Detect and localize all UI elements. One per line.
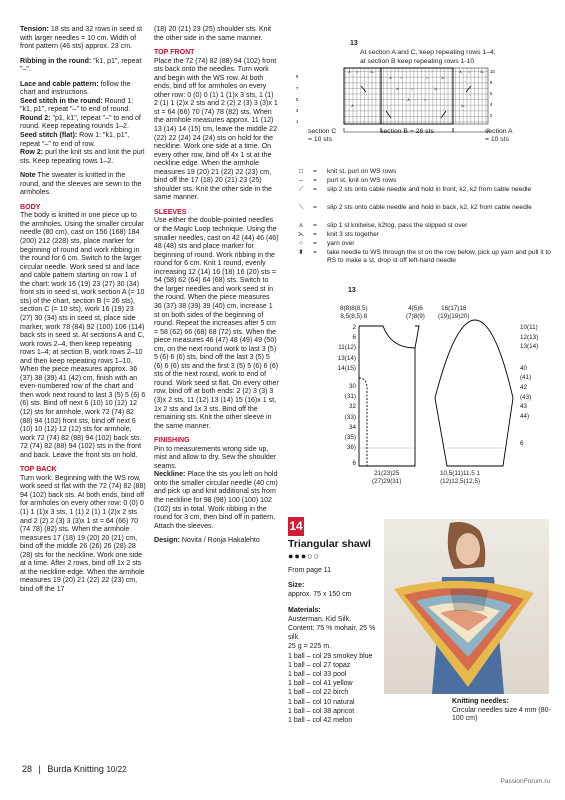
sleeves-heading: SLEEVES [154, 208, 187, 216]
note-paragraph: Note The sweater is knitted in the round, and the sleeves are sewn to the armholes. [20, 172, 142, 197]
svg-text:⋋: ⋋ [480, 69, 484, 74]
svg-text:5: 5 [296, 97, 299, 102]
finishing-section: FINISHING Pin to measurements wrong side up, mist and allow to dry. Sew the shoulder seams. Neckline: Place the sts you left on hold onto the smaller circular needle (40 cm) and pick up and knit additional sts from the neckline for 98 (98) 100 (100) 102 (102) sts in total. Work ribbing in the round for 3 cm, then bind off in pattern. Attach the sleeves. [154, 437, 278, 530]
svg-text:⋏: ⋏ [351, 103, 354, 108]
page-footer: 28 | Burda Knitting 10/22 [22, 764, 127, 774]
yarn-over-icon: ○ [299, 240, 303, 247]
magazine-name: Burda Knitting [47, 764, 104, 774]
shawl-photo [384, 519, 549, 694]
svg-text:⋏: ⋏ [389, 75, 392, 80]
svg-text:⋏: ⋏ [348, 69, 351, 74]
row-label: 2 [490, 113, 493, 118]
difficulty-rating: ●●●○○ [288, 551, 321, 561]
topback-section [20, 466, 146, 594]
svg-text:○: ○ [411, 86, 414, 91]
design-credit: Design: Novita / Ronja Hakalehto [154, 537, 260, 545]
schematic-left-labels: 2 6 11(12) 13(14) 14(15) 30 (31) 32 (33) 34 (35) 36) 6 [337, 324, 356, 468]
svg-text:⋋: ⋋ [441, 75, 445, 80]
round2-paragraph: Round 2: "p1, k1", repeat "–" to end of round. Keep repeating rounds 1–2. [20, 114, 141, 131]
left-hand-needle-icon: ⬍ [298, 249, 304, 256]
svg-text:○: ○ [468, 69, 471, 74]
dash-icon: – [299, 177, 303, 184]
chart-number: 13 [350, 40, 358, 47]
cable-back-icon: ⟍ [298, 204, 304, 211]
schematic-bottom-left: 21(23)25 (27)29(31) [372, 470, 402, 485]
topfront-section: TOP FRONT Place the 72 (74) 82 (88) 94 (102) front sts back onto the needles. Turn work and begin with the WS row. At both ends, bind off for armholes on every other row: 0 (0) 0 (1) 1 (1)x 3 sts, 1 (1) 2 (1) 1 (2)x 2 sts and 2 (2) 2 (3) 3 (3)x 1 st = 64 (66) 70 (74) 78 (82) sts. When the armhole measures approx. 11 (12) 13 (14) 14 (15) cm, leave the middle 22 (22) 22 (24) 24 (24) sts on hold for the neckline. Work one side at a time. On every other row, bind off 4x 1 st at the neckline edge. When the armhole measures 19 (20) 21 (22) 22 (23) cm, bind off the 17 (18) 20 (21) 23 (25) shoulder sts. Knit the other side in the same manner. [154, 49, 278, 202]
section-c-label: section C = 10 sts [308, 128, 337, 143]
sk2p-icon: ⋏ [298, 222, 304, 229]
ribbing-paragraph: Ribbing in the round: "k1, p1", repeat "–". [20, 57, 142, 74]
garment-schematic [355, 318, 515, 478]
seed-round-paragraph: Seed stitch in the round: Round 1: "k1, p1", repeat "–" to end of round. [20, 97, 134, 114]
shawl-info: From page 11 Size: approx. 75 x 150 cm Materials: Austerman, Kid Silk. Content: 75 % mohair, 25 % silk. 25 g = 225 m. 1 ball – col 29 smokey blue 1 ball – col 27 topaz 1 ball – col 33 pool 1 ball – col 41 yellow 1 ball – col 22 birch 1 ball – col 10 natural 1 ball – col 38 apricot 1 ball – col 42 melon [288, 567, 376, 725]
column-1 [20, 26, 146, 600]
section-a-label: section A = 10 sts [485, 128, 513, 143]
empty-square-icon: □ [299, 168, 303, 175]
schematic-number: 13 [348, 287, 356, 294]
watermark: PassionForum.ru [500, 778, 550, 785]
chart-instructions: At section A and C, keep repeating rows 1–4; at section B keep repeating rows 1-10 [360, 49, 496, 65]
shawl-title: Triangular shawl [288, 538, 371, 550]
svg-text:⋏: ⋏ [459, 69, 462, 74]
schematic-bottom-right: 10,5(11)11,5 1 (12)12,5(12,5) [440, 470, 481, 485]
svg-text:⋏: ⋏ [396, 86, 399, 91]
cable-front-icon: ⟋ [298, 186, 304, 193]
topback-heading: TOP BACK [20, 466, 57, 474]
svg-text:○: ○ [424, 97, 427, 102]
schematic-top-left: 8(8)8(8,5) 8,5(8,5) 8 [340, 305, 368, 320]
k3tog-icon: ⋋ [297, 231, 305, 238]
schematic-top-right: 16(17)18 (19)(19)20) [438, 305, 470, 320]
section-b-label: section B = 26 sts [380, 128, 434, 135]
svg-text:○: ○ [356, 69, 359, 74]
svg-text:7: 7 [296, 86, 299, 91]
body-section [20, 204, 146, 460]
lace-paragraph: Lace and cable pattern: follow the chart and instructions. [20, 80, 131, 97]
column-2 [154, 26, 279, 552]
svg-text:1: 1 [296, 119, 299, 124]
svg-text:3: 3 [296, 108, 299, 113]
svg-text:○: ○ [426, 75, 429, 80]
needles-info: Knitting needles: Circular needles size 4 mm (80-100 cm) [452, 698, 551, 723]
svg-text:⋏: ⋏ [407, 97, 410, 102]
seed-flat-paragraph: Seed stitch (flat): Row 1: "k1, p1", repeat "–" to end of row. [20, 132, 130, 148]
tension-paragraph: Tension: 18 sts and 32 rows in seed st with larger needles = 10 cm. Width of front pattern (46 sts) approx. 23 cm. [20, 26, 143, 51]
schematic-top-mid: 4(5)6 (7)8(9) [406, 305, 425, 320]
svg-text:9: 9 [296, 74, 299, 79]
finishing-heading: FINISHING [154, 437, 190, 445]
schematic-right-labels: 10(11) 12(13) 13(14) 40 (41) 42 (43) 43 44) 6 [520, 324, 539, 448]
page-number: 28 [22, 764, 33, 774]
svg-text:⋋: ⋋ [370, 69, 374, 74]
svg-text:⋋: ⋋ [434, 86, 438, 91]
svg-text:⋋: ⋋ [461, 103, 465, 108]
topback-text: Turn work. Beginning with the WS row, work seed st flat with the 72 (74) 82 (88) 94 (102) back sts. At both ends, bind off for armholes on every other row: 0 (0) 0 (1) 1 (1)x 3 sts, 1 (1) 2 (1) 1 (2)x 2 sts and 2 (2) 2 (3) 3 (3)x 1 st = 64 (66) 70 (74 78) (82) sts. When the armhole measures 17 (18) 19 (20) 20 (21) cm, bind off the middle 26 (26) 26 (28) 28 (28) sts for the neckline. Work one side at a time. After 2 rows, bind off 1x 2 sts at the neckline edge. When the armhole measures 19 (20) 21 (22) 22 (23) cm, bind off the 17 [20, 474, 146, 593]
row-label: 6 [490, 91, 493, 96]
body-text: The body is knitted in one piece up to the armholes. Using the smaller circular needle (80 cm), cast on 156 (168) 184 (200) 212 (228) sts, place marker for beginning of round and work ribbing in the round for 6 cm. Switch to the larger circular needle. Work seed st and lace and cable pattern starting on row 1 of the chart: work 16 (19) 23 (27) 30 (34) front sts in seed st, work section A (= 10 sts) of the chart, section B (= 26 sts), section C (= 10 sts), work 16 (19) 23 (27) 30 (34) sts in seed st, place side marker, work 78 (84) 92 (100) 106 (114) back sts in seed st. At sections A and C, work rows 2–4, then keep repeating rows 1–4; at section B, work rows 2–10 and then keep repeating rows 1–10. When the piece measures approx. 36 (37) 38 (39) 41 (42) cm, finish with an even-numbered row of the chart and then work next round to last 3 (5) 5 (6) 6 (6) sts. Bind off next 6 (10) 10 (12) 12 (12) sts for armhole, work 72 (74) 82 (88) 94 (102) front sts, bind off next 6 (10) 10 (12) 12 (12) sts for armhole, work 72 (74) 82 (88) 94 (102) back sts. 72 (74) 82 (88) 94 (102) sts in the front and back. Leave the front sts on hold. [20, 212, 146, 459]
body-heading: BODY [20, 203, 41, 211]
pattern-number-badge: 14 [288, 517, 304, 536]
row2-paragraph: Row 2: purl the knit sts and knit the purl sts. Keep repeating rows 1–2. [20, 149, 145, 165]
svg-text:○: ○ [400, 75, 403, 80]
issue-number: 10/22 [106, 765, 127, 774]
row-label: 10 [490, 69, 495, 74]
topfront-heading: TOP FRONT [154, 49, 195, 57]
row-label: 4 [490, 102, 493, 107]
row-label: 8 [490, 80, 493, 85]
sleeves-section: SLEEVES Use either the double-pointed needles or the Magic Loop technique. Using the smaller needles, cast on 42 (44) 46 (46) 48 (48) sts and place marker for beginning of round. Work ribbing in the round for 6 cm. Knit 1 round, evenly increasing 12 (14) 16 (18) 16 (20) sts = 54 (58) 62 (64) 64 (68) sts. Switch to the larger needles and work seed st in the round. When the piece measures 36 (37) 38 (39) 39 (40) cm, increase 1 st on both sides of the beginning of round. Repeat the increases after 5 cm = 58 (62) 66 (68) 68 (72) sts. When the piece measures 46 (47) 48 (49) 49 (50) cm, on the next round work to last 3 (5) 5 (6) 6 (6) sts, bind off the last 3 (5) 5 (6) 6 (6) sts and the first 3 (5) 5 (6) 6 (6) sts of the next round, work to end of round. Work seed st flat. On every other row, bind off at both ends: 2 (2) 3 (3) 3 (3)x 2 sts, 11 (12) 13 (14) 15 (16)x 1 st, 1x 2 sts and 1x 3 sts. Bind off the remaining sts. Knit the other sleeve in the same manner. [154, 208, 279, 430]
top-cont: (18) 20 (21) 23 (25) shoulder sts. Knit the other side in the same manner. [154, 26, 272, 42]
